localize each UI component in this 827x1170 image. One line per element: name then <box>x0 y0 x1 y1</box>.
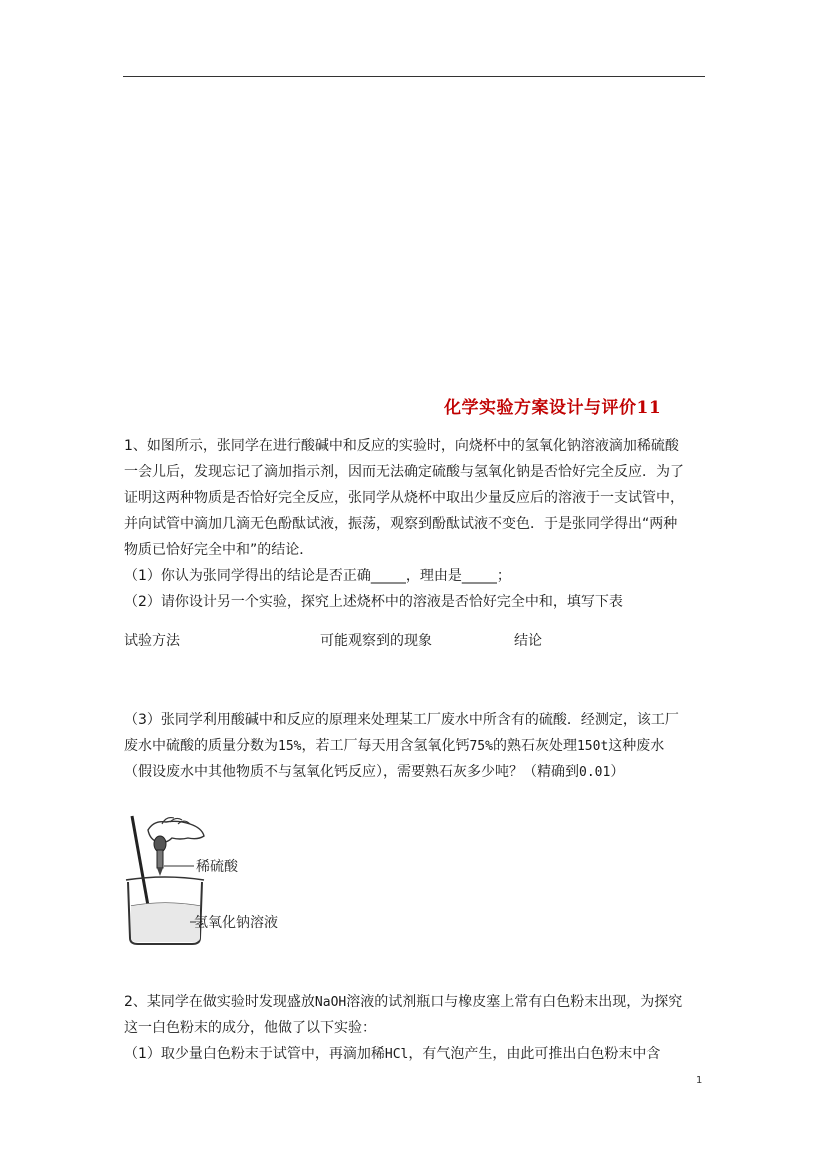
dropper-tip <box>157 868 163 876</box>
q1-part3-text: ，若工厂每天用含氢氧化钙 <box>301 738 470 754</box>
q1-part3-line-2 <box>124 734 664 759</box>
label-sodium-hydroxide-solution: 氢氧化钠溶液 <box>194 915 278 931</box>
table-header-conclusion: 结论 <box>514 633 542 649</box>
q2-formula: NaOH <box>314 995 347 1010</box>
q1-part3-text: （假设废水中其他物质不与氢氧化钙反应），需要熟石灰多少吨？（精确到 <box>124 764 579 780</box>
q1-part3-text: 废水中硫酸的质量分数为 <box>124 738 278 754</box>
q1-part2: （2）请你设计另一个实验，探究上述烧杯中的溶液是否恰好完全中和，填写下表 <box>124 594 623 610</box>
header-rule <box>123 76 705 77</box>
table-header-observation: 可能观察到的现象 <box>320 633 432 649</box>
label-dilute-sulfuric-acid: 稀硫酸 <box>196 859 238 875</box>
q1-part3-value: 15% <box>278 739 302 754</box>
q1-part3-value: 150t <box>576 739 609 754</box>
q1-part3-text: 的熟石灰处理 <box>492 738 577 754</box>
page-number: 1 <box>696 1075 703 1086</box>
q1-part3-line-3 <box>124 760 624 785</box>
q1-line-3: 证明这两种物质是否恰好完全反应，张同学从烧杯中取出少量反应后的溶液于一支试管中， <box>124 490 684 506</box>
q1-part3-value: 75% <box>469 739 493 754</box>
q2-line-2: 这一白色粉末的成分，他做了以下实验： <box>124 1020 376 1036</box>
q1-part3-line-1 <box>124 708 679 732</box>
q2-text: （1）取少量白色粉末于试管中，再滴加稀 <box>124 1046 385 1062</box>
q2-line-3 <box>124 1042 660 1067</box>
q1-part3-text: ） <box>610 764 625 780</box>
document-title: 化学实验方案设计与评价11 <box>444 398 662 418</box>
q2-formula: HCl <box>384 1047 409 1062</box>
q2-text: ，有气泡产生，由此可推出白色粉末中含 <box>408 1046 661 1062</box>
liquid-body <box>131 903 200 942</box>
beaker-rim <box>126 877 204 880</box>
q1-part3-value: 0.01 <box>579 765 611 780</box>
table-header-method: 试验方法 <box>124 633 180 649</box>
q1-line-2: 一会儿后，发现忘记了滴加指示剂，因而无法确定硫酸与氢氧化钠是否恰好完全反应．为了 <box>124 464 684 480</box>
q2-text: 溶液的试剂瓶口与橡皮塞上常有白色粉末出现，为探究 <box>346 994 683 1010</box>
q1-line-5: 物质已恰好完全中和”的结论． <box>124 542 314 558</box>
q2-line-1 <box>124 990 682 1015</box>
q1-line-1: 1、如图所示，张同学在进行酸碱中和反应的实验时，向烧杯中的氢氧化钠溶液滴加稀硫酸 <box>124 438 679 454</box>
q2-text: 2、某同学在做实验时发现盛放 <box>124 994 315 1010</box>
q1-part3-text: 这种废水 <box>608 738 665 754</box>
q1-part1: （1）你认为张同学得出的结论是否正确_____，理由是_____； <box>124 568 511 584</box>
q1-part3-text: （3）张同学利用酸碱中和反应的原理来处理某工厂废水中所含有的硫酸．经测定，该工厂 <box>124 712 679 728</box>
dropper-tube <box>157 850 163 868</box>
q1-line-4: 并向试管中滴加几滴无色酚酞试液，振荡，观察到酚酞试液不变色．于是张同学得出“两种 <box>124 516 678 532</box>
